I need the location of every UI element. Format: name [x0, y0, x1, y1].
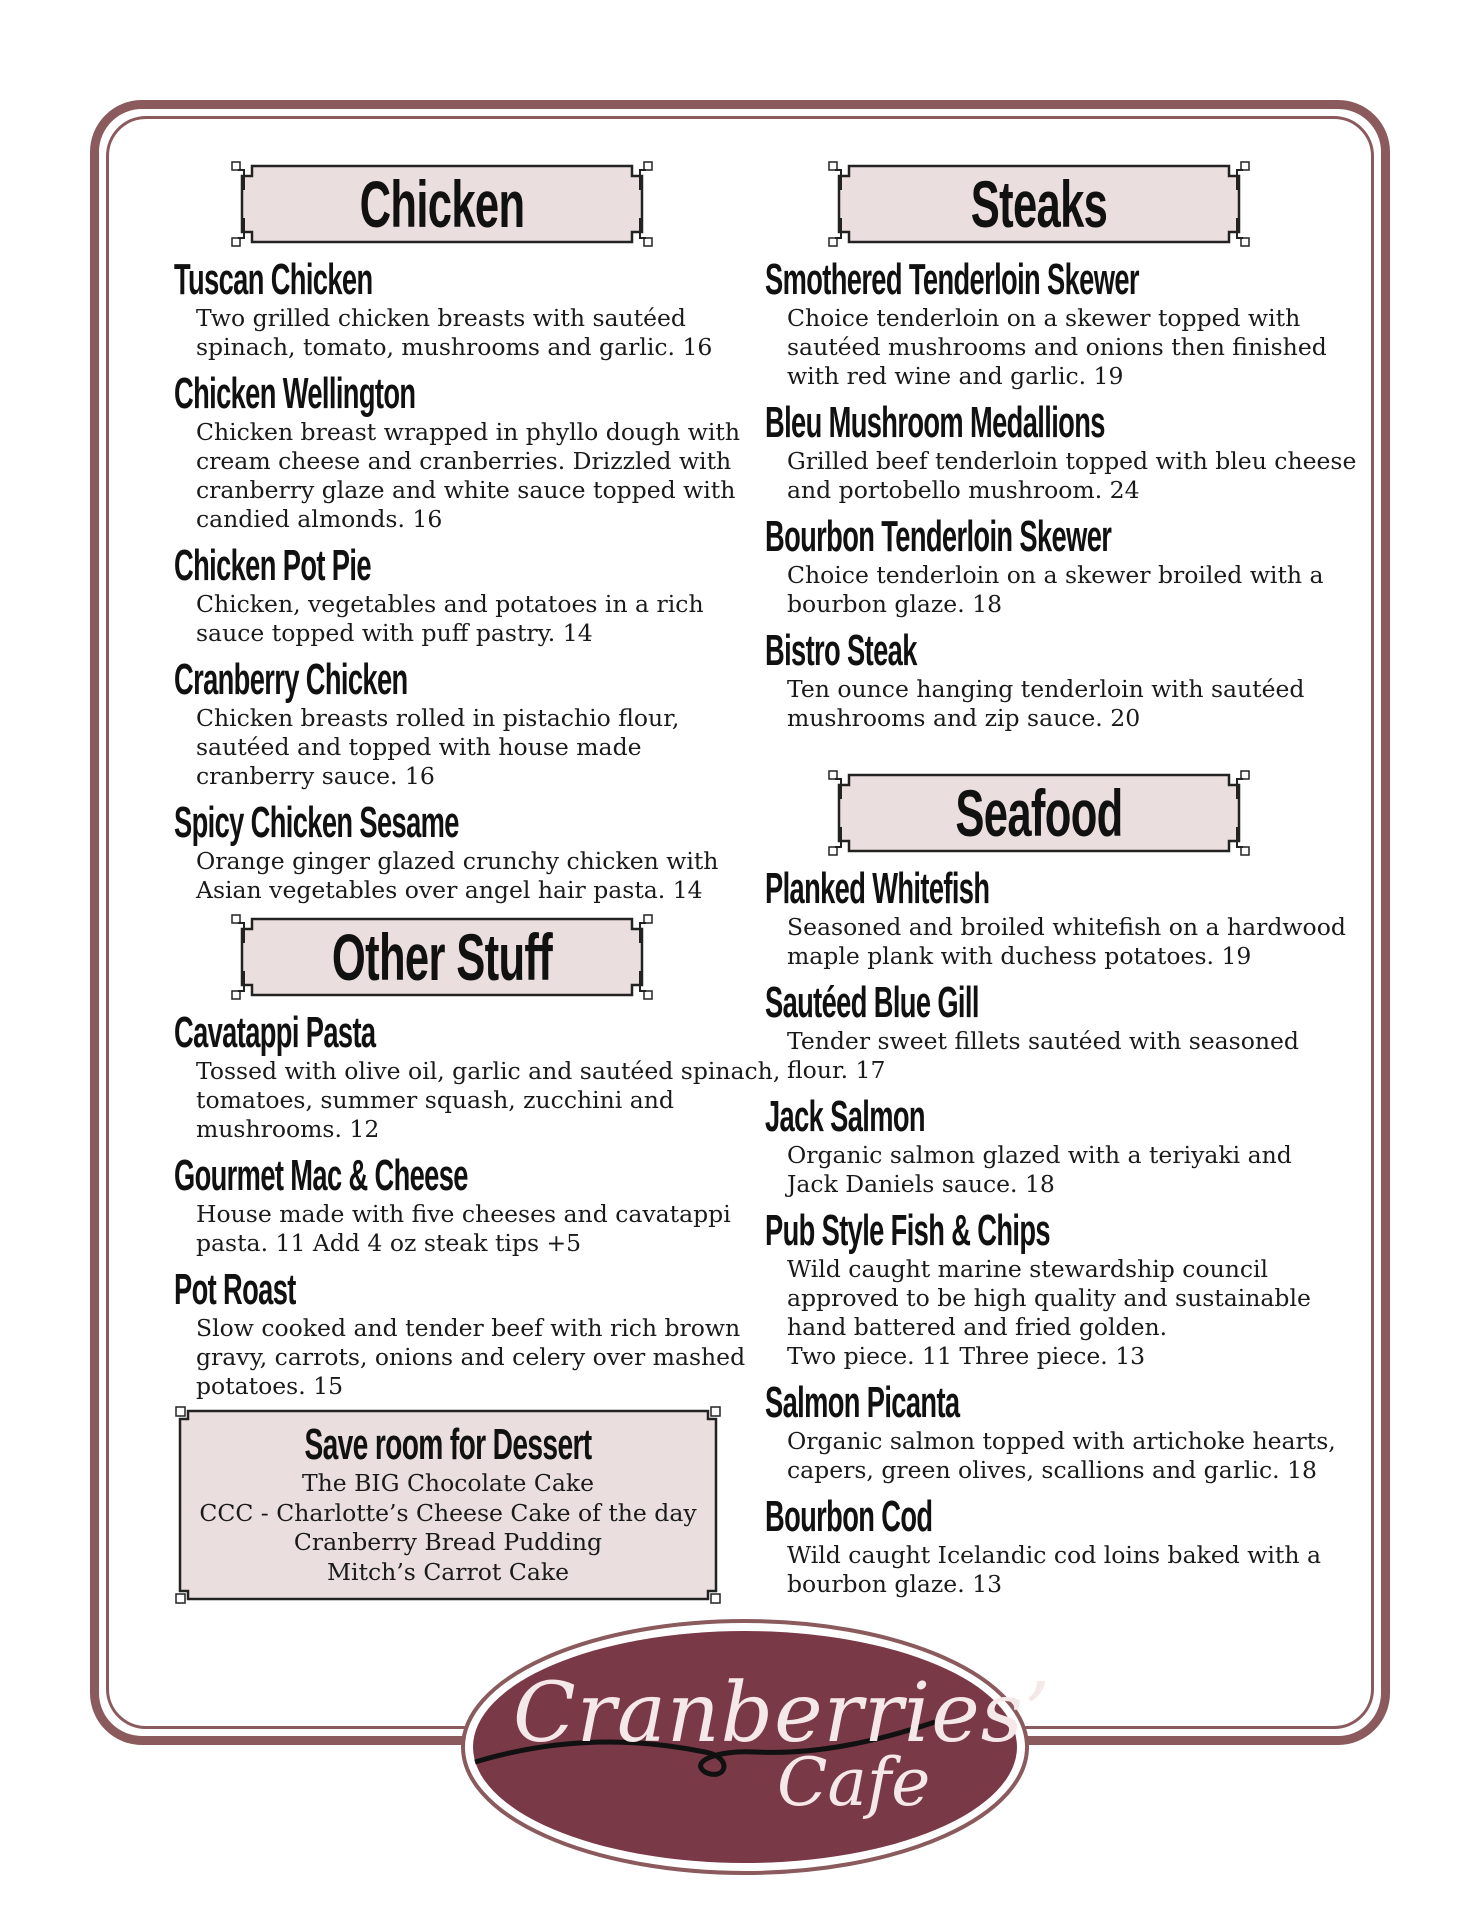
- menu-item: [174, 799, 734, 905]
- description-line: Wild caught marine stewardship council: [787, 1255, 1269, 1283]
- menu-item-description: [765, 1541, 1345, 1599]
- description-line: Slow cooked and tender beef with rich brown: [196, 1314, 741, 1342]
- description-line: sautéed and topped with house made: [196, 733, 642, 761]
- menu-item: [765, 627, 1345, 733]
- description-line: Choice tenderloin on a skewer topped with: [787, 304, 1301, 332]
- menu-item: [765, 1207, 1345, 1371]
- menu-item: [174, 656, 734, 791]
- menu-item-name: Bistro Steak: [765, 626, 917, 675]
- menu-item-description: [765, 1027, 1345, 1085]
- menu-item-description: [765, 561, 1345, 619]
- section-banner: [827, 769, 1251, 859]
- menu-item-description: [174, 1200, 734, 1258]
- menu-item: [765, 865, 1345, 971]
- cafe-logo: [455, 1612, 1051, 1882]
- description-line: Organic salmon topped with artichoke hearts,: [787, 1427, 1336, 1455]
- description-line: Tender sweet fillets sautéed with seasoned: [787, 1027, 1299, 1055]
- menu-item-name: Spicy Chicken Sesame: [174, 798, 459, 847]
- description-line: Organic salmon glazed with a teriyaki and: [787, 1141, 1292, 1169]
- section-banner: [230, 160, 654, 250]
- description-line: cranberry sauce. 16: [196, 762, 435, 790]
- description-line: spinach, tomato, mushrooms and garlic. 16: [196, 333, 713, 361]
- menu-item-name: Chicken Wellington: [174, 369, 416, 418]
- description-line: Two grilled chicken breasts with sautéed: [196, 304, 686, 332]
- menu-item-description: [765, 913, 1345, 971]
- description-line: Tossed with olive oil, garlic and sautéed spinach,: [196, 1057, 781, 1085]
- dessert-item: CCC - Charlotte’s Cheese Cake of the day: [199, 1498, 697, 1527]
- menu-item-description: [765, 304, 1345, 391]
- menu-item-name: Bourbon Cod: [765, 1492, 933, 1541]
- description-line: Orange ginger glazed crunchy chicken with: [196, 847, 719, 875]
- description-line: cranberry glaze and white sauce topped with: [196, 476, 736, 504]
- menu-item-name: Pub Style Fish & Chips: [765, 1206, 1050, 1255]
- menu-item: [765, 398, 1357, 505]
- left-column: [174, 160, 781, 1409]
- description-line: maple plank with duchess potatoes. 19: [787, 942, 1252, 970]
- description-line: Chicken breasts rolled in pistachio flour,: [196, 704, 680, 732]
- description-line: hand battered and fried golden.: [787, 1313, 1168, 1341]
- description-line: Ten ounce hanging tenderloin with sautéed: [787, 675, 1305, 703]
- description-line: flour. 17: [787, 1056, 886, 1084]
- description-line: sauce topped with puff pastry. 14: [196, 619, 593, 647]
- description-line: mushrooms. 12: [196, 1115, 380, 1143]
- section-title: Steaks: [970, 167, 1108, 241]
- description-line: House made with five cheeses and cavatappi: [196, 1200, 731, 1228]
- menu-item-name: Cranberry Chicken: [174, 655, 408, 704]
- menu-item-name: Cavatappi Pasta: [174, 1008, 376, 1057]
- description-line: approved to be high quality and sustainable: [787, 1284, 1311, 1312]
- menu-item-description: [765, 1255, 1345, 1371]
- description-line: Seasoned and broiled whitefish on a hardwood: [787, 913, 1346, 941]
- menu-item-description: [174, 1314, 746, 1401]
- menu-item-name: Smothered Tenderloin Skewer: [765, 255, 1139, 304]
- right-column: [765, 160, 1357, 1607]
- menu-item-name: Gourmet Mac & Cheese: [174, 1151, 468, 1200]
- menu-item: [174, 1008, 781, 1144]
- description-line: bourbon glaze. 18: [787, 590, 1003, 618]
- menu-item-name: Pot Roast: [174, 1265, 296, 1314]
- menu-item: [765, 513, 1345, 619]
- section-title: Chicken: [359, 167, 525, 241]
- description-line: candied almonds. 16: [196, 505, 443, 533]
- menu-item: [174, 369, 740, 534]
- section-banner: [230, 913, 654, 1003]
- menu-item: [765, 1493, 1345, 1599]
- menu-item-description: [174, 704, 734, 791]
- menu-item-name: Bourbon Tenderloin Skewer: [765, 512, 1112, 561]
- description-line: capers, green olives, scallions and garlic. 18: [787, 1456, 1317, 1484]
- menu-item-name: Sautéed Blue Gill: [765, 978, 979, 1027]
- description-line: Grilled beef tenderloin topped with bleu cheese: [787, 447, 1357, 475]
- menu-item-name: Planked Whitefish: [765, 864, 990, 913]
- logo-cafe: Cafe: [777, 1744, 931, 1821]
- menu-item-name: Jack Salmon: [765, 1092, 925, 1141]
- description-line: Wild caught Icelandic cod loins baked with a: [787, 1541, 1321, 1569]
- description-line: pasta. 11 Add 4 oz steak tips +5: [196, 1229, 582, 1257]
- description-line: Choice tenderloin on a skewer broiled with a: [787, 561, 1324, 589]
- menu-item: [765, 256, 1345, 391]
- menu-item-name: Chicken Pot Pie: [174, 541, 371, 590]
- menu-item-description: [765, 675, 1345, 733]
- dessert-title: Save room for Dessert: [304, 1420, 592, 1469]
- menu-item-description: [765, 447, 1357, 505]
- section-title: Seafood: [955, 776, 1123, 850]
- menu-item-name: Salmon Picanta: [765, 1378, 960, 1427]
- menu-item-description: [765, 1141, 1345, 1199]
- menu-item-description: [174, 847, 734, 905]
- logo-name: Cranberries’: [513, 1666, 1051, 1761]
- description-line: Jack Daniels sauce. 18: [787, 1170, 1055, 1198]
- description-line: Two piece. 11 Three piece. 13: [787, 1342, 1146, 1370]
- menu-item: [174, 1152, 734, 1258]
- description-line: sautéed mushrooms and onions then finished: [787, 333, 1327, 361]
- description-line: gravy, carrots, onions and celery over mashed: [196, 1343, 746, 1371]
- menu-item: [765, 1093, 1345, 1199]
- dessert-item: Mitch’s Carrot Cake: [327, 1557, 569, 1586]
- menu-item-description: [174, 1057, 781, 1144]
- menu-item: [174, 256, 734, 362]
- section-banner: [827, 160, 1251, 250]
- description-line: Chicken breast wrapped in phyllo dough with: [196, 418, 740, 446]
- menu-item-description: [174, 590, 734, 648]
- description-line: cream cheese and cranberries. Drizzled with: [196, 447, 732, 475]
- menu-item-name: Bleu Mushroom Medallions: [765, 398, 1105, 447]
- dessert-list: [174, 1469, 722, 1587]
- dessert-item: The BIG Chocolate Cake: [301, 1469, 595, 1497]
- description-line: Asian vegetables over angel hair pasta. 14: [196, 876, 703, 904]
- menu-item: [765, 1379, 1345, 1485]
- menu-item-description: [174, 304, 734, 362]
- menu-item: [765, 979, 1345, 1085]
- dessert-item: Cranberry Bread Pudding: [293, 1528, 603, 1556]
- description-line: potatoes. 15: [196, 1372, 344, 1400]
- description-line: mushrooms and zip sauce. 20: [787, 704, 1141, 732]
- menu-item-description: [765, 1427, 1345, 1485]
- description-line: with red wine and garlic. 19: [787, 362, 1124, 390]
- menu-item-name: Tuscan Chicken: [174, 255, 373, 304]
- dessert-box: [174, 1405, 722, 1605]
- description-line: bourbon glaze. 13: [787, 1570, 1003, 1598]
- description-line: and portobello mushroom. 24: [787, 476, 1140, 504]
- menu-item-description: [174, 418, 740, 534]
- section-title: Other Stuff: [331, 920, 553, 994]
- menu-item: [174, 1265, 746, 1401]
- menu-item: [174, 542, 734, 648]
- description-line: tomatoes, summer squash, zucchini and: [196, 1086, 674, 1114]
- description-line: Chicken, vegetables and potatoes in a rich: [196, 590, 704, 618]
